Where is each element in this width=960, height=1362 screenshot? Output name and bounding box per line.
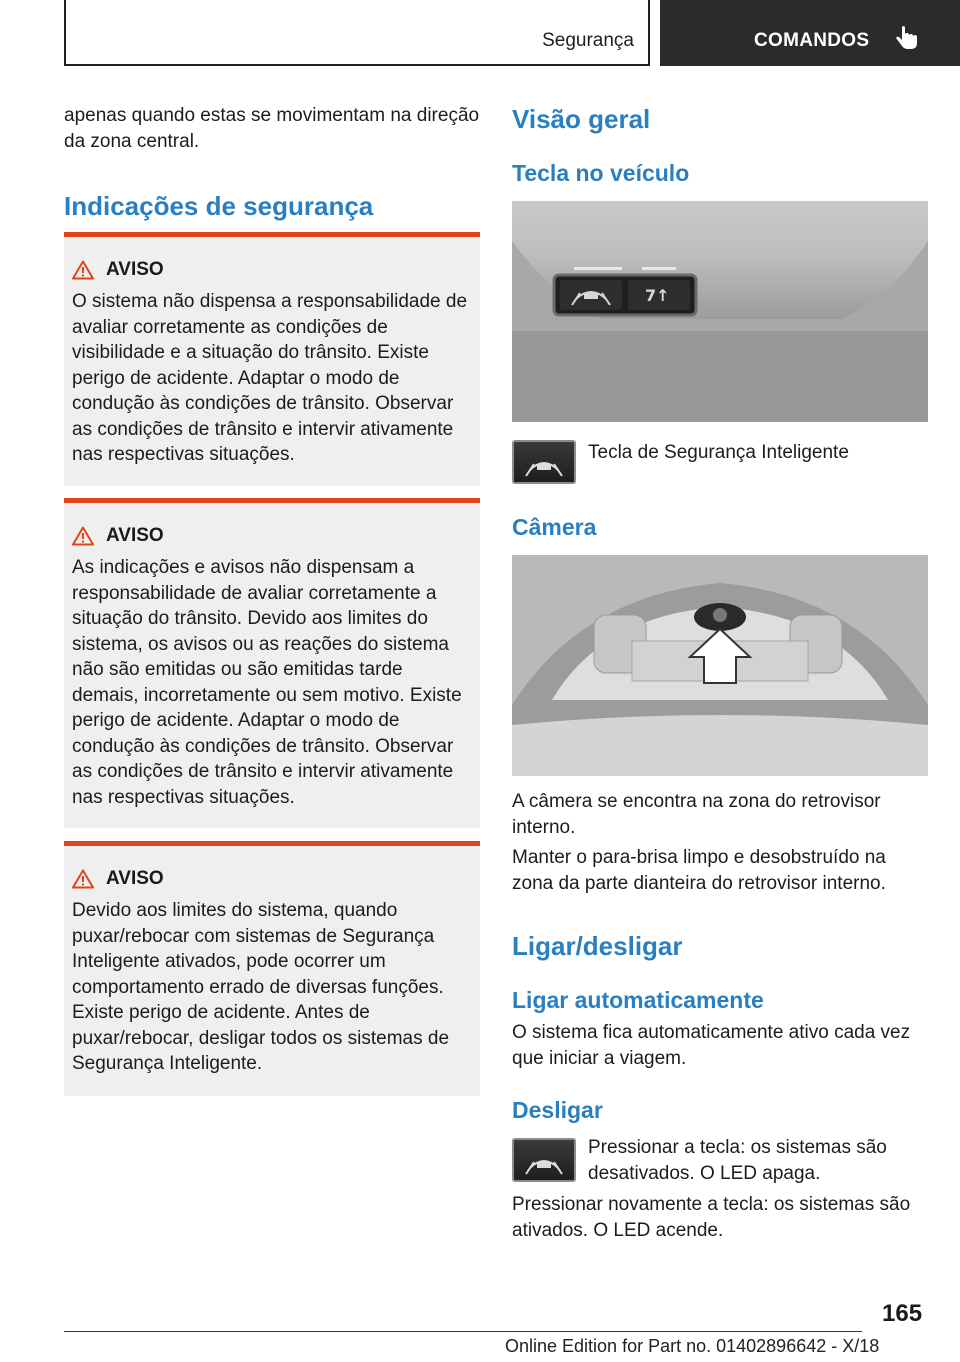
warning-header (72, 525, 164, 547)
pointing-hand-icon (896, 26, 918, 52)
safety-heading: Indicações de segurança (64, 191, 374, 221)
warning-title: AVISO (106, 525, 164, 546)
edition-footer: Online Edition for Part no. 01402896642 - X/18 (505, 1336, 880, 1356)
intelligent-safety-button-icon (512, 440, 576, 484)
svg-text:7↑: 7↑ (645, 286, 670, 305)
button-caption: Tecla de Segurança Inteligente (588, 442, 849, 463)
console-photo (512, 201, 928, 422)
camera-heading: Câmera (512, 514, 597, 540)
auto-on-text: O sistema fica automaticamente ativo cada vez que iniciar a viagem. (512, 1022, 911, 1069)
intelligent-safety-button-icon (512, 1138, 576, 1182)
warning-text: As indicações e avisos não dispensam a responsabilidade de avaliar corretamente a situação do trânsito. Devido aos limites do sistema, os avisos ou as reações do sistema não são emitidas ou são emitidas tarde demais, incorretamente ou sem motivo. Existe perigo de acidente. Adaptar o modo de condução às condições de trânsito. Observar as condições de trânsito e intervir ativamente nas respectivas situações. (72, 557, 462, 808)
warning-box-3 (64, 841, 480, 1096)
on-off-heading: Ligar/desligar (512, 931, 683, 961)
overhead-console-illustration (512, 201, 928, 422)
camera-photo (512, 555, 928, 776)
chapter-tab[interactable] (660, 0, 960, 66)
vehicle-button-heading: Tecla no veículo (512, 160, 690, 186)
intro-text: apenas quando estas se movimentam na direção da zona central. (64, 105, 480, 152)
auto-on-heading: Ligar automaticamente (512, 987, 764, 1013)
switch-off-text: Pressionar a tecla: os sistemas são desativados. O LED apaga. (588, 1137, 887, 1184)
chapter-tab-label: COMANDOS (754, 30, 870, 51)
header-frame (64, 0, 650, 66)
warning-text: O sistema não dispensa a responsabilidade de avaliar corretamente as condições de visibilidade e a situação do trânsito. Existe perigo de acidente. Adaptar o modo de condução às condições de trânsito. Observar as condições de trânsito e intervir ativamente nas respectivas situações. (72, 291, 468, 465)
section-title: Segurança (542, 30, 634, 51)
warning-box-2 (64, 498, 480, 828)
camera-text-1: A câmera se encontra na zona do retrovisor interno. (512, 791, 881, 838)
warning-triangle-icon (72, 869, 94, 889)
warning-triangle-icon (72, 260, 94, 280)
switch-on-again-text: Pressionar novamente a tecla: os sistemas são ativados. O LED acende. (512, 1194, 911, 1241)
warning-box-1 (64, 232, 480, 486)
warning-text: Devido aos limites do sistema, quando puxar/rebocar com sistemas de Segurança Inteligente ativados, pode ocorrer um comportamento errado de diversas funções. Existe perigo de acidente. Antes de puxar/rebocar, desligar todos os sistemas de Segurança Inteligente. (72, 900, 450, 1074)
page-number: 165 (882, 1300, 923, 1327)
warning-title: AVISO (106, 868, 164, 889)
warning-header (72, 259, 164, 281)
footer-divider (64, 1331, 862, 1332)
warning-header (72, 868, 164, 890)
overview-heading: Visão geral (512, 104, 651, 134)
switch-off-heading: Desligar (512, 1097, 603, 1123)
warning-title: AVISO (106, 259, 164, 280)
camera-text-2: Manter o para-brisa limpo e desobstruído na zona da parte dianteira do retrovisor interno. (512, 847, 886, 894)
rear-window-illustration (512, 555, 928, 776)
warning-triangle-icon (72, 526, 94, 546)
